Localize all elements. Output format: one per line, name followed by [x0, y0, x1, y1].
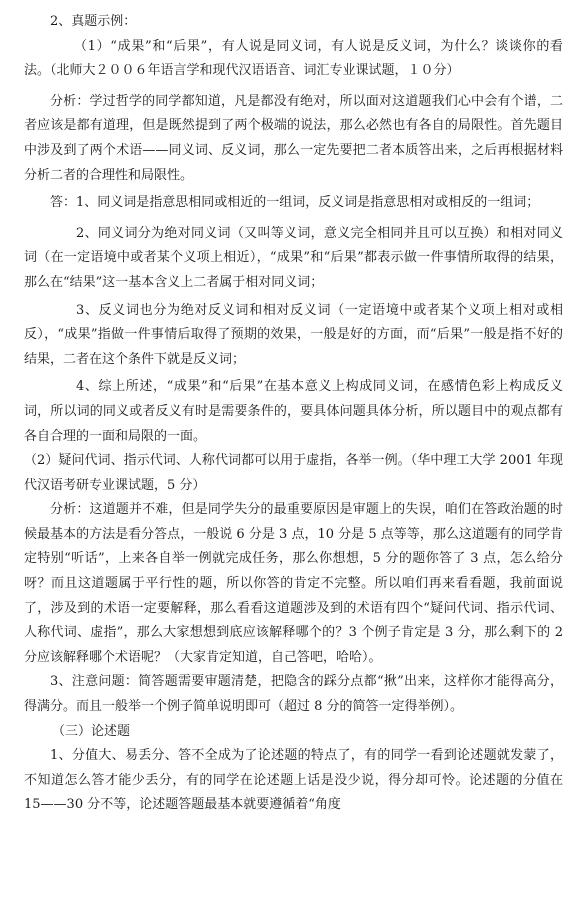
lunshu-paragraph-1: 1、分值大、易丢分、答不全成为了论述题的特点了，有的同学一看到论述题就发蒙了，不知道怎么答才能少丢分，有的同学在论述题上话是没少说，得分却可怜。论述题的分值在 15——30 分不等，论述题答题最基本就要遵循着“角度 [24, 748, 563, 813]
note-3: 3、注意问题：简答题需要审题清楚，把隐含的踩分点都“揪”出来，这样你才能得高分，得满分。而且一般举一个例子简单说明即可（超过 8 分的简答一定得举例）。 [24, 674, 563, 715]
question-1-answer-1: 答：1、同义词是指意思相同或相近的一组词，反义词是指意思相对或相反的一组词； [50, 195, 540, 211]
question-1-analysis: 分析：学过哲学的同学都知道，凡是都没有绝对，所以面对这道题我们心中会有个谱，二者应该是都有道理，但是既然提到了两个极端的说法，那么必然也有各自的局限性。首先题目中涉及到了两个术语——同义词、反义词，那么一定先要把二者本质答出来，之后再根据材料分析二者的合理性和局限性。 [24, 93, 563, 183]
question-1-answer-2: 2、同义词分为绝对同义词（又叫等义词，意义完全相同并且可以互换）和相对同义词（在一定语境中或者某个义项上相近），“成果”和“后果”都表示做一件事情所取得的结果，那么在“结果”这一基本含义上二者属于相对同义词； [24, 225, 563, 290]
question-1: （1）“成果”和“后果”，有人说是同义词，有人说是反义词，为什么？谈谈你的看法。（北师大２００６年语言学和现代汉语语音、词汇专业课试题，１０分） [24, 38, 563, 79]
question-2-analysis: 分析：这道题并不难，但是同学失分的最重要原因是审题上的失误，咱们在答政治题的时候最基本的方法是看分答点，一般说 6 分是 3 点，10 分是 5 点等等，那么这道题有的同学肯定特别“听话”，上来各自举一例就完成任务，那么你想想，5 分的题你答了 3 点，怎么给分呀？而且这道题属于平行性的题，所以你答的肯定不完整。所以咱们再来看看题，我前面说了，涉及到的术语一定要解释，那么看看这道题涉及到的术语有四个“疑问代词、指示代词、人称代词、虚指”，那么大家想想到底应该解释哪个的？3 个例子肯定是 3 分，那么剩下的 2 分应该解释哪个术语呢？（大家肯定知道，自己答吧，哈哈）。 [24, 502, 563, 665]
question-1-answer-4: 4、综上所述，“成果”和“后果”在基本意义上构成同义词，在感情色彩上构成反义词，所以词的同义或者反义有时是需要条件的，要具体问题具体分析，所以题目中的观点都有各自合理的一面和局限的一面。 [24, 379, 563, 444]
question-2: （2）疑问代词、指示代词、人称代词都可以用于虚指，各举一例。（华中理工大学 2001 年现代汉语考研专业课试题，5 分） [24, 453, 563, 493]
section-heading-lunshu: （三）论述题 [52, 723, 131, 739]
section-heading-zhenti: 2、真题示例： [50, 14, 137, 29]
question-1-answer-3: 3、反义词也分为绝对反义词和相对反义词（一定语境中或者某个义项上相对或相反），“成果”指做一件事情后取得了预期的效果，一般是好的方面，而“后果”一般是指不好的结果，二者在这个条件下就是反义词； [24, 302, 563, 367]
